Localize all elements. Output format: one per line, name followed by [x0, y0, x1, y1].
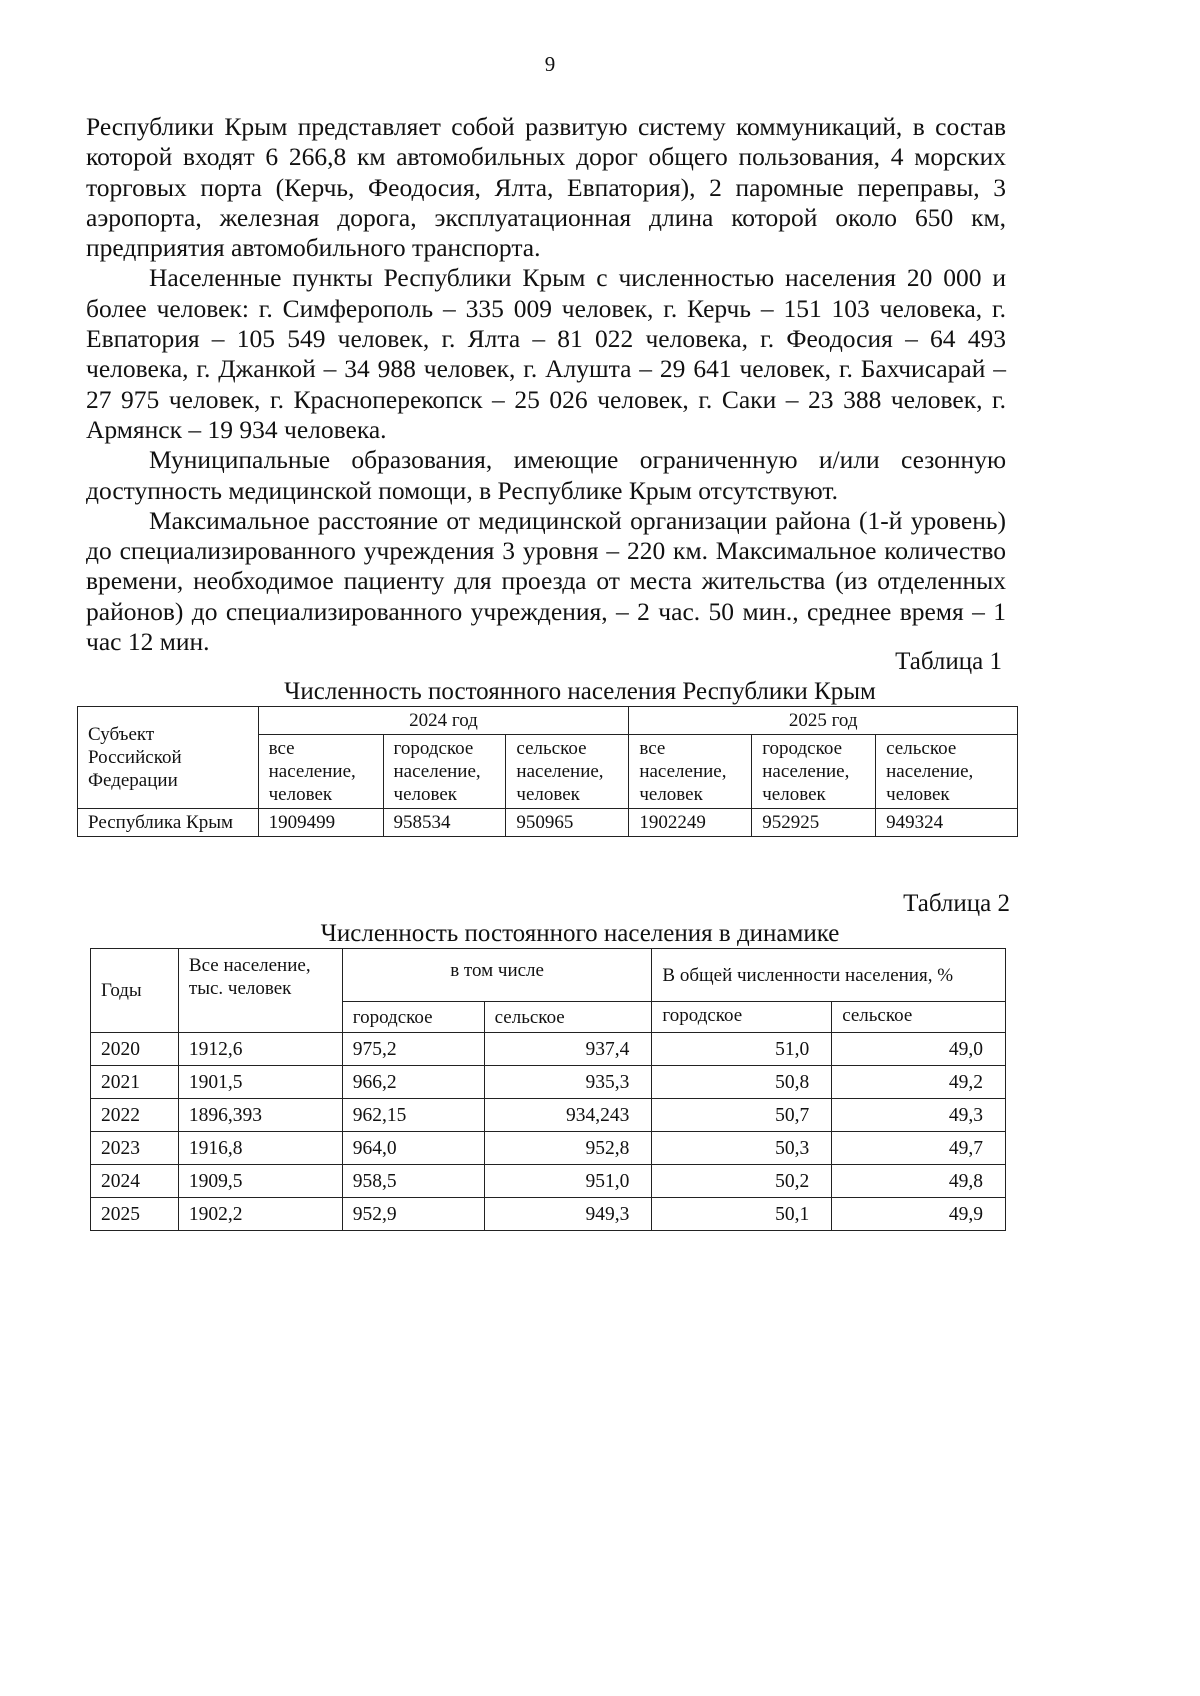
population-dynamics-table: [90, 948, 1006, 1231]
subheader-rural-2024: сельское население, человек: [506, 735, 629, 809]
header-rural: сельское: [484, 1002, 652, 1033]
body-text: [86, 112, 1006, 657]
subheader-urban-2025: городское население, человек: [752, 735, 876, 809]
paragraph-settlements: Населенные пункты Республики Крым с численностью населения 20 000 и более человек: г. Симферополь – 335 009 человек, г. Керчь – 151 103 человека, г. Евпатория – 105 549 человек, г. Ялта – 81 022 человека, г. Феодосия – 64 493 человека, г. Джанкой – 34 988 человек, г. Алушта – 29 641 человек, г. Бахчисарай – 27 975 человек, г. Красноперекопск – 25 026 человек, г. Саки – 23 388 человек, г. Армянск – 19 934 человека.: [86, 263, 1006, 444]
header-urban: городское: [342, 1002, 484, 1033]
urban-cell: 952,9: [342, 1198, 484, 1231]
subheader-total-2025: все население, человек: [629, 735, 752, 809]
rural-pct-cell: 49,8: [832, 1165, 1006, 1198]
table-row: [91, 1033, 1006, 1066]
paragraph-municipal: Муниципальные образования, имеющие ограниченную и/или сезонную доступность медицинской помощи, в Республике Крым отсутствуют.: [86, 445, 1006, 505]
year-cell: 2025: [91, 1198, 179, 1231]
urban-pct-cell: 50,8: [652, 1066, 832, 1099]
rural-pct-cell: 49,9: [832, 1198, 1006, 1231]
rural-cell: 952,8: [484, 1132, 652, 1165]
table1-label: Таблица 1: [895, 648, 1002, 675]
population-table-1: [77, 706, 1018, 837]
year-cell: 2021: [91, 1066, 179, 1099]
urban-cell: 962,15: [342, 1099, 484, 1132]
rural-pct-cell: 49,7: [832, 1132, 1006, 1165]
rural-cell: 935,3: [484, 1066, 652, 1099]
total-cell: 1896,393: [178, 1099, 342, 1132]
value-cell: 1902249: [629, 809, 752, 837]
value-cell: 949324: [876, 809, 1018, 837]
year-cell: 2020: [91, 1033, 179, 1066]
rural-pct-cell: 49,3: [832, 1099, 1006, 1132]
header-share: В общей численности населения, %: [652, 949, 1006, 1002]
urban-pct-cell: 50,2: [652, 1165, 832, 1198]
value-cell: 1909499: [258, 809, 383, 837]
table2-caption: Численность постоянного населения в динамике: [320, 920, 840, 947]
urban-cell: 975,2: [342, 1033, 484, 1066]
table2-body: [91, 1033, 1006, 1231]
urban-cell: 966,2: [342, 1066, 484, 1099]
total-cell: 1909,5: [178, 1165, 342, 1198]
subheader-rural-2025: сельское население, человек: [876, 735, 1018, 809]
subject-cell: Республика Крым: [78, 809, 259, 837]
subject-header: Субъект Российской Федерации: [78, 707, 259, 809]
header-share-rural: сельское: [832, 1002, 1006, 1033]
total-cell: 1901,5: [178, 1066, 342, 1099]
year-header-2025: 2025 год: [629, 707, 1018, 735]
rural-cell: 934,243: [484, 1099, 652, 1132]
page-number: 9: [544, 52, 556, 76]
year-cell: 2024: [91, 1165, 179, 1198]
header-years: Годы: [91, 949, 179, 1033]
total-cell: 1912,6: [178, 1033, 342, 1066]
table-row: [91, 1165, 1006, 1198]
rural-pct-cell: 49,0: [832, 1033, 1006, 1066]
urban-pct-cell: 50,3: [652, 1132, 832, 1165]
rural-pct-cell: 49,2: [832, 1066, 1006, 1099]
urban-cell: 964,0: [342, 1132, 484, 1165]
header-including: в том числе: [342, 949, 652, 1002]
table2-label: Таблица 2: [903, 890, 1010, 917]
value-cell: 958534: [383, 809, 506, 837]
year-header-2024: 2024 год: [258, 707, 629, 735]
value-cell: 952925: [752, 809, 876, 837]
total-cell: 1916,8: [178, 1132, 342, 1165]
year-cell: 2023: [91, 1132, 179, 1165]
header-total: Все население, тыс. человек: [178, 949, 342, 1033]
rural-cell: 949,3: [484, 1198, 652, 1231]
urban-pct-cell: 50,1: [652, 1198, 832, 1231]
urban-pct-cell: 51,0: [652, 1033, 832, 1066]
table-row: [91, 1198, 1006, 1231]
total-cell: 1902,2: [178, 1198, 342, 1231]
table1-caption: Численность постоянного населения Республики Крым: [284, 678, 876, 705]
urban-pct-cell: 50,7: [652, 1099, 832, 1132]
paragraph-transport: Республики Крым представляет собой развитую систему коммуникаций, в состав которой входят 6 266,8 км автомобильных дорог общего пользования, 4 морских торговых порта (Керчь, Феодосия, Ялта, Евпатория), 2 паромные переправы, 3 аэропорта, железная дорога, эксплуатационная длина которой около 650 км, предприятия автомобильного транспорта.: [86, 112, 1006, 263]
table-row: [91, 1132, 1006, 1165]
table-row: [91, 1099, 1006, 1132]
rural-cell: 937,4: [484, 1033, 652, 1066]
subheader-urban-2024: городское население, человек: [383, 735, 506, 809]
paragraph-distance: Максимальное расстояние от медицинской организации района (1-й уровень) до специализированного учреждения 3 уровня – 220 км. Максимальное количество времени, необходимое пациенту для проезда от места жительства (из отделенных районов) до специализированного учреждения, – 2 час. 50 мин., среднее время – 1 час 12 мин.: [86, 505, 1006, 657]
value-cell: 950965: [506, 809, 629, 837]
urban-cell: 958,5: [342, 1165, 484, 1198]
rural-cell: 951,0: [484, 1165, 652, 1198]
subheader-total-2024: все население, человек: [258, 735, 383, 809]
header-share-urban: городское: [652, 1002, 832, 1033]
table-row: [91, 1066, 1006, 1099]
year-cell: 2022: [91, 1099, 179, 1132]
